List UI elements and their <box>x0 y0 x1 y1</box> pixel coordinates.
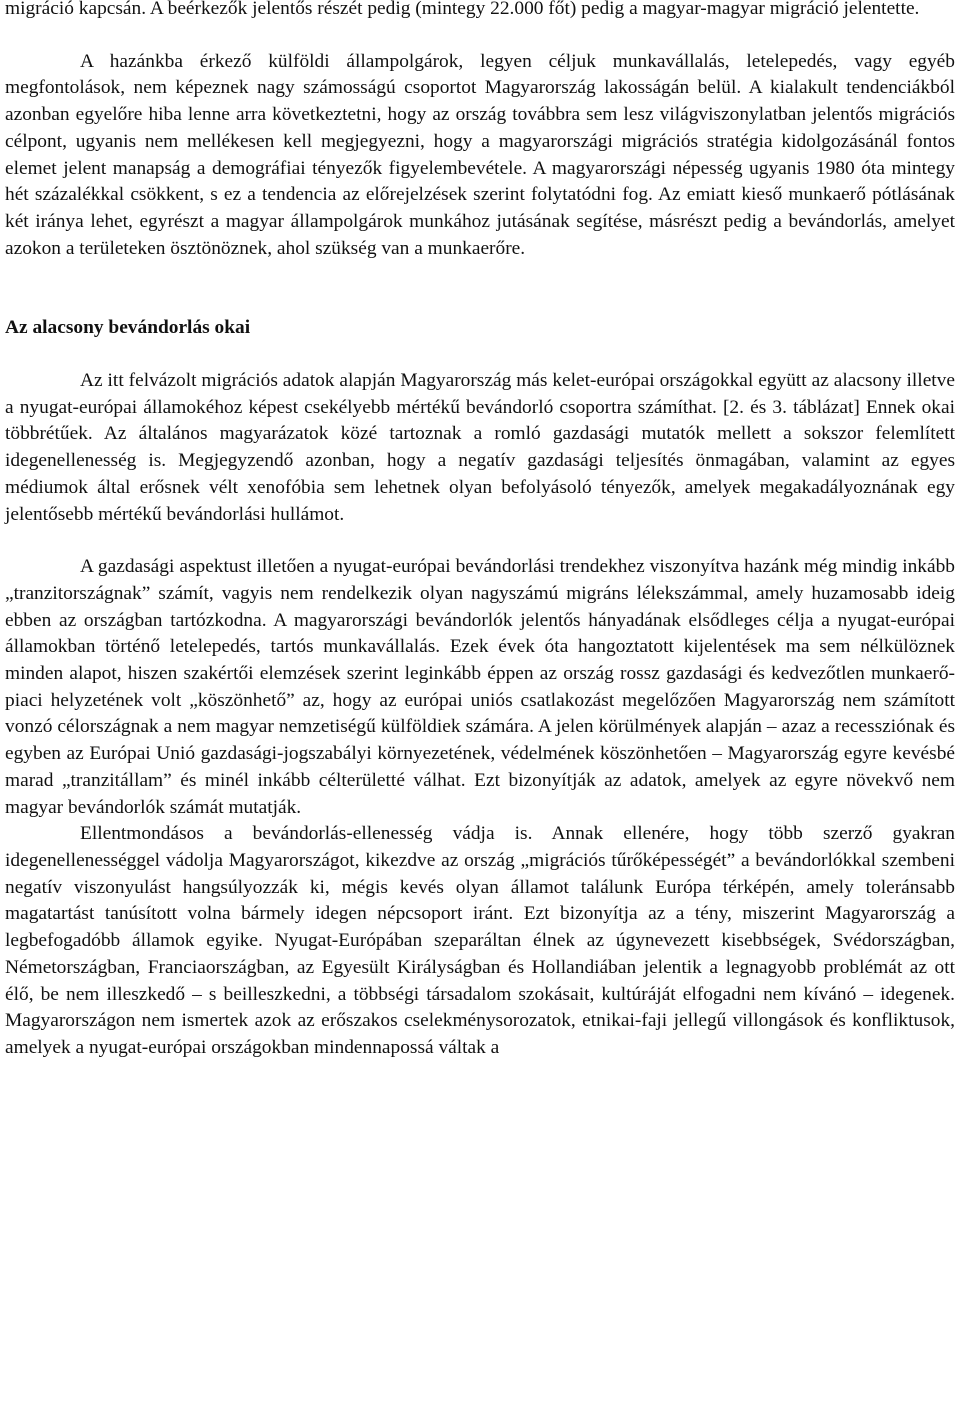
paragraph-intro: migráció kapcsán. A beérkezők jelentős részét pedig (mintegy 22.000 főt) pedig a magyar-magyar migráció jelentette. <box>5 0 920 19</box>
paragraph-foreign-citizens: A hazánkba érkező külföldi állampolgárok, legyen céljuk munkavállalás, letelepedés, vagy egyéb megfontolások, nem képeznek nagy számosságú csoportot Magyarország lakosságán belül. A kialakult tendenciákból azonban egyelőre hiba lenne arra következtetni, hogy az ország továbbra sem lesz világviszonylatban jelentős migrációs célpont, ugyanis nem mellékesen kell megjegyezni, hogy a magyarországi migrációs stratégia kidolgozásánál fontos elemet jelent manapság a demográfiai tényezők figyelembevétele. A magyarországi népesség ugyanis 1980 óta mintegy hét százalékkal csökkent, s ez a tendencia az előrejelzések szerint folytatódni fog. Az emiatt kieső munkaerő pótlásának két iránya lehet, egyrészt a magyar állampolgárok munkához jutásának segítése, másrészt pedig a bevándorlás, amelyet azokon a területeken ösztönöznek, ahol szükség van a munkaerőre. <box>5 50 955 259</box>
paragraph-contradiction: Ellentmondásos a bevándorlás-ellenesség vádja is. Annak ellenére, hogy több szerző gyakran idegenellenességgel vádolja Magyarországot, kikezdve az ország „migrációs tűrőképességét” a bevándorlókkal szembeni negatív viszonyulást hangsúlyozzák ki, mégis kevés olyan államot találunk Európa térképén, amely toleránsabb magatartást tanúsított volna bármely idegen népcsoport iránt. Ezt bizonyítja az a tény, miszerint Magyarország a legbefogadóbb államok egyike. Nyugat-Európában szeparáltan élnek az úgynevezett kisebbségek, Svédországban, Németországban, Franciaországban, az Egyesült Királyságban és Hollandiában jelentik a legnagyobb problémát az ott élő, be nem illeszkedő – s beilleszkedni, a többségi társadalom szokásait, kultúráját elfogadni nem kívánó – idegenek. Magyarországon nem ismertek azok az erőszakos cselekménysorozatok, etnikai-faji jellegű villongások és konfliktusok, amelyek a nyugat-európai országokban mindennapossá váltak a <box>5 823 955 1058</box>
section-heading: Az alacsony bevándorlás okai <box>5 317 251 339</box>
document-page <box>5 0 955 1062</box>
paragraph-economic-aspect: A gazdasági aspektust illetően a nyugat-európai bevándorlási trendekhez viszonyítva hazánk még mindig inkább „tranzitországnak” számít, vagyis nem rendelkezik olyan nagyszámú migráns lélekszámmal, amely huzamosabb ideig ebben az országban tartózkodna. A magyarországi bevándorlók jelentős hányadának elsődleges célja a nyugat-európai államokban történő letelepedés, tartós munkavállalás. Ezek évek óta hangoztatott kijelentések ma sem nélkülöznek minden alapot, hiszen szakértői elemzések szerint leginkább éppen az ország rossz gazdasági és kedvezőtlen munkaerő-piaci helyzetének volt „köszönhető” az, hogy az európai uniós csatlakozást megelőzően Magyarország nem számított vonzó célországnak a nem magyar nemzetiségű külföldiek számára. A jelen körülmények alapján – azaz a recessziónak és egyben az Európai Unió gazdasági-jogszabályi környezetének, védelmének köszönhetően – Magyarország egyre kevésbé marad „tranzitállam” és minél inkább célterületté válhat. Ezt bizonyítják az adatok, amelyek az egyre növekvő nem magyar bevándorlók számát mutatják. <box>5 556 955 818</box>
paragraph-low-immigration-reasons: Az itt felvázolt migrációs adatok alapján Magyarország más kelet-európai országokkal együtt az alacsony illetve a nyugat-európai államokéhoz képest csekélyebb mértékű bevándorló csoportra számíthat. [2. és 3. táblázat] Ennek okai többrétűek. Az általános magyarázatok közé tartoznak a romló gazdasági mutatók mellett a sokszor felemlített idegenellenesség is. Megjegyzendő azonban, hogy a negatív gazdasági teljesítés önmagában, valamint az egyes médiumok által erősnek vélt xenofóbia sem lehetnek olyan befolyásoló tényezők, amelyek megakadályoznának egy jelentősebb mértékű bevándorlási hullámot. <box>5 370 955 525</box>
